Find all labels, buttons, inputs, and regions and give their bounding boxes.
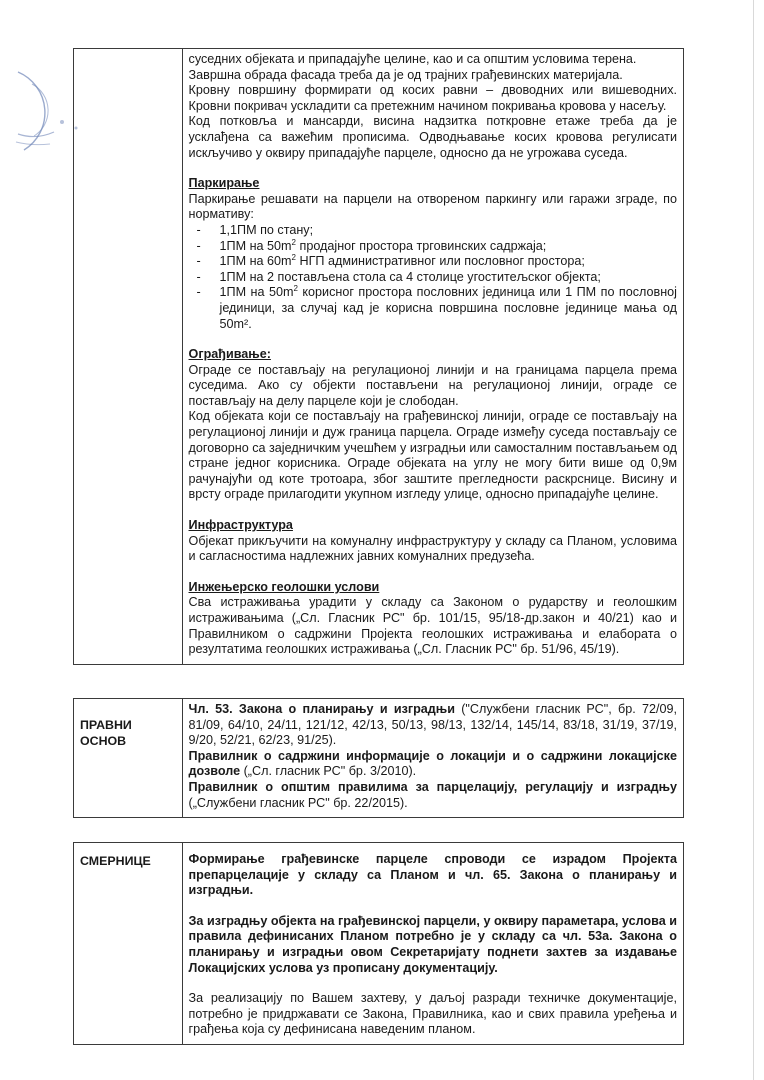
list-item: - 1ПМ на $60m^2$ НГП административног или пословног простора;	[196, 252, 585, 269]
guidelines-label: СМЕРНИЦЕ	[74, 843, 183, 1045]
paragraph: Формирање грађевинске парцеле спроводи се израдом Пројекта препарцелације у складу са Планом и чл. 65. Закона о планирању и изградњи.	[188, 852, 677, 898]
legal-basis-label: ПРАВНИ ОСНОВ	[74, 699, 183, 818]
guidelines-table	[73, 842, 684, 1045]
page-edge	[753, 0, 754, 1080]
paragraph: Код објеката који се постављају на грађевинској линији, ограде се постављају на регулационој линији и дуж граница парцела. Ограде између суседа постављају се договорно са заједничким учешћем у изградњи или самосталним постављањем од стране једног корисника. Ограде објеката на углу не могу бити више од 0,9м рачунајући од коте тротоара, због заштите прегледности раскрснице. Висину и врсту ограде прилагодити укупном изгледу улице, односно припадајуће целине.	[188, 409, 678, 502]
empty-label-cell	[74, 49, 183, 665]
legal-basis-table	[73, 698, 684, 818]
list-item: - 1,1ПМ по стану;	[196, 222, 314, 237]
section-heading-fencing: Ограђивање:	[188, 347, 271, 362]
conditions-table	[73, 48, 684, 665]
paragraph: Паркирање решавати на парцели на отвореном паркингу или гаражи зграде, по нормативу:	[188, 191, 677, 222]
list-item: - 1ПМ на $50m^2$ корисног простора пословних јединица или 1 ПМ по пословној јединици, за случај кад је корисна површина пословне јединице мања од 50m².	[196, 284, 677, 331]
paragraph: Кровну површину формирати од косих равни – двоводних или вишеводних. Кровни покривач ускладити са претежним начином покривања кровова у насељу.	[188, 83, 677, 113]
law-reference: Чл. 53. Закона о планирању и изградњи ("Службени гласник РС", бр. 72/09, 81/09, 64/10, 24/11, 121/12, 42/13, 50/13, 98/13, 132/14, 145/14, 83/18, 31/19, 37/19, 9/20, 52/21, 62/23, 91/25).	[188, 702, 677, 748]
rulebook-reference: Правилник о општим правилима за парцелацију, регулацију и изградњу („Службени гласник РС" бр. 22/2015).	[188, 779, 677, 810]
guidelines-content	[182, 843, 683, 1045]
legal-basis-content	[182, 699, 683, 818]
paragraph: Код потковља и мансарди, висина надзитка поткровне етаже треба да је усклађена са важећим прописима. Одводњавање косих кровова регулисати искључиво у оквиру припадајуће парцеле, односно да не угрожава суседа.	[188, 114, 677, 160]
section-heading-infrastructure: Инфраструктура	[188, 518, 293, 533]
paragraph: За изградњу објекта на грађевинској парцели, у оквиру параметара, услова и правила дефинисаних Планом потребно је у складу са чл. 53а. Закона о планирању и изградњи овом Секретаријату поднети захтев за издавање Локацијских услова уз прописану документацију.	[188, 913, 677, 975]
conditions-content	[182, 49, 683, 665]
section-heading-geology: Инжењерско геолошки услови	[188, 579, 380, 594]
paragraph: Сва истраживања урадити у складу са Законом о рударству и геолошким истраживањима („Сл. Гласник РС" бр. 101/15, 95/18-др.закон и 40/21) као и Правилником о садржини Пројекта геолошких истраживања и елабората о резултатима геолошких истраживања („Сл. Гласник РС" бр. 51/96, 45/19).	[188, 595, 677, 657]
paragraph: Завршна обрада фасада треба да је од трајних грађевинских материјала.	[188, 67, 623, 82]
paragraph: суседних објеката и припадајуће целине, као и са општим условима терена.	[188, 52, 637, 66]
paragraph: Ограде се постављају на регулационој линији и на границама парцела према суседима. Ако су објекти постављени на регулационој линији, ограде се постављају на делу парцеле који је слободан.	[188, 362, 677, 408]
parking-list	[189, 223, 677, 332]
paragraph: За реализацију по Вашем захтеву, у даљој разради техничке документације, потребно је придржавати се Закона, Правилника, као и свих правила уређења и грађења која су дефинисана наведеним планом.	[188, 991, 677, 1037]
list-item: - 1ПМ на $50m^2$ продајног простора трговинских садржаја;	[196, 237, 547, 253]
section-heading-parking: Паркирање	[188, 176, 260, 191]
list-item: - 1ПМ на 2 постављена стола са 4 столице угоститељског објекта;	[196, 269, 601, 284]
paragraph: Објекат прикључити на комуналну инфраструктуру у складу са Планом, условима и сагласностима надлежних јавних комуналних предузећа.	[188, 533, 677, 564]
rulebook-reference: Правилник о садржини информације о локацији и о садржини локацијске дозволе („Сл. гласник РС" бр. 3/2010).	[188, 748, 677, 779]
